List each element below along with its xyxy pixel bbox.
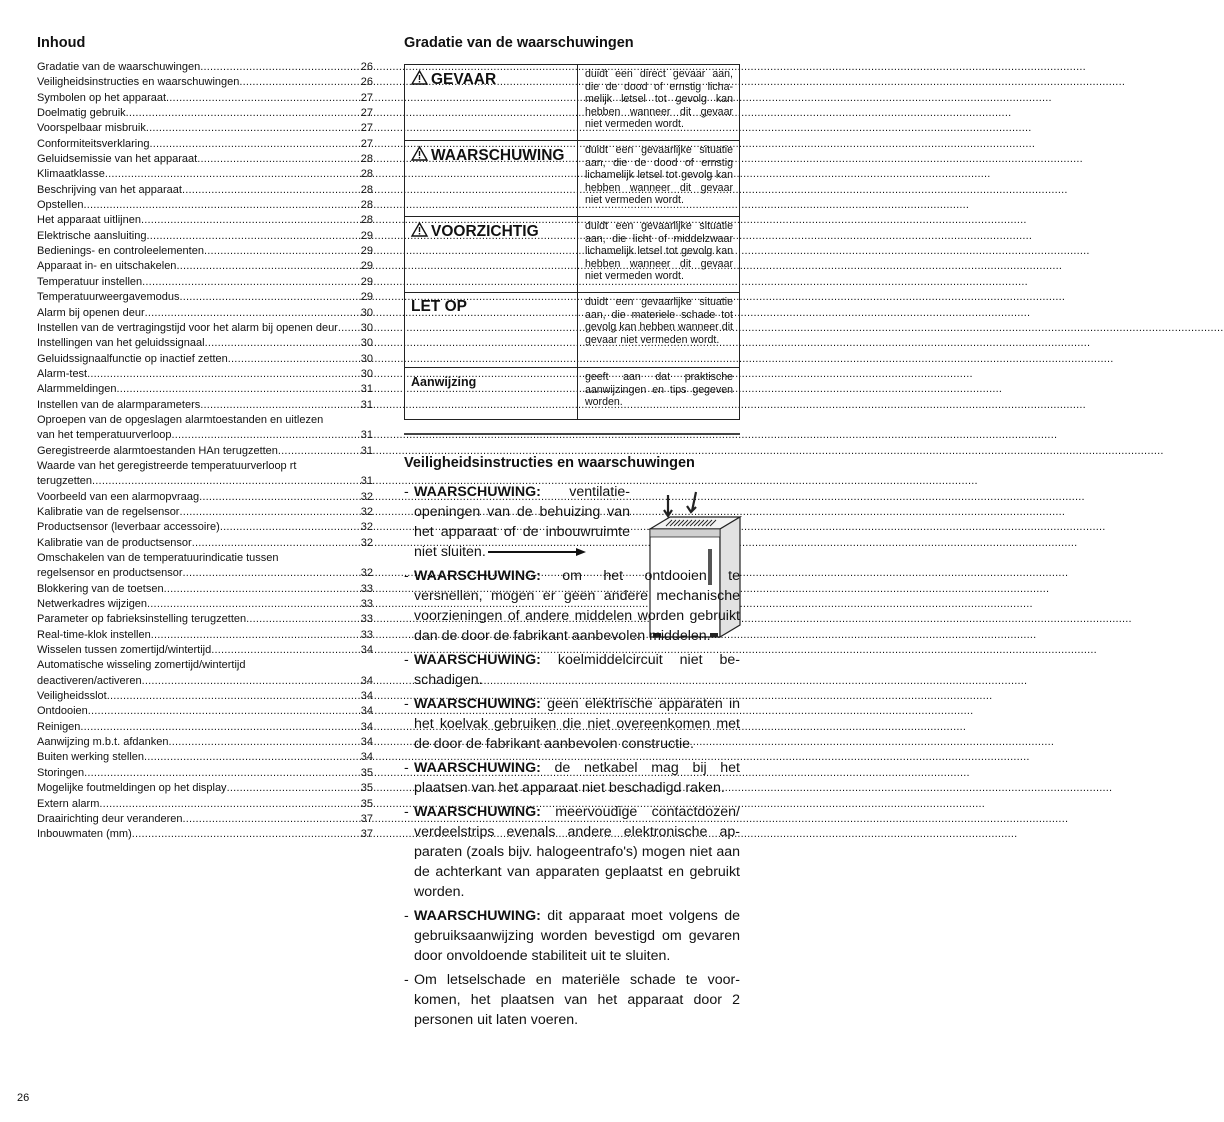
toc-page-number: 33 — [360, 628, 373, 641]
toc-entry-title: Reinigen — [37, 720, 81, 733]
toc-page-number: 37 — [360, 812, 373, 825]
toc-leader-dots — [179, 290, 360, 305]
toc-entry-title: Productsensor (leverbaar accessoire) — [37, 521, 220, 534]
toc-page-number: 29 — [360, 275, 373, 288]
toc-page-number: 33 — [360, 582, 373, 595]
toc-leader-dots — [227, 781, 361, 796]
toc-page-number: 28 — [360, 153, 373, 166]
toc-page-number: 35 — [360, 766, 373, 779]
toc-page-number: 29 — [360, 245, 373, 258]
toc-item — [37, 121, 373, 136]
toc-page-number: 34 — [360, 690, 373, 703]
toc-page-number: 27 — [360, 107, 373, 120]
hazard-level-name: Aanwijzing — [411, 375, 477, 389]
toc-item — [37, 643, 373, 658]
toc-entry-title: Veiligheidsinstructies en waarschuwingen — [37, 76, 240, 89]
toc-item — [37, 398, 373, 413]
toc-item — [37, 766, 373, 781]
toc-leader-dots — [146, 121, 361, 136]
toc-item — [37, 91, 373, 106]
warning-triangle-icon — [411, 70, 428, 85]
toc-item — [37, 720, 373, 735]
toc-page-number: 30 — [360, 337, 373, 350]
toc-item — [37, 60, 373, 75]
toc-leader-dots — [80, 720, 360, 735]
toc-leader-dots — [200, 60, 360, 75]
list-dash: - — [404, 760, 409, 776]
toc-entry-title: Voorspelbaar misbruik — [37, 122, 146, 135]
toc-item — [37, 152, 373, 167]
toc-page-number: 30 — [360, 306, 373, 319]
toc-item — [37, 827, 373, 842]
toc-entry-title: Opstellen — [37, 199, 84, 212]
toc-entry-title: Temperatuur instellen — [37, 275, 143, 288]
toc-leader-dots — [176, 259, 360, 274]
toc-leader-dots — [151, 628, 361, 643]
list-dash: - — [404, 484, 409, 500]
toc-entry-title: Temperatuurweergavemodus — [37, 291, 180, 304]
toc-page-number: 31 — [360, 475, 373, 488]
toc-page-number: 32 — [360, 567, 373, 580]
hazard-row — [405, 217, 740, 293]
toc-page-number: 28 — [360, 168, 373, 181]
toc-title: Inhoud — [37, 35, 86, 51]
toc-entry-title: Mogelijke foutmeldingen op het display — [37, 782, 227, 795]
hazard-level-label — [405, 217, 578, 293]
list-dash: - — [404, 908, 409, 924]
toc-entry-title: Conformiteitsverklaring — [37, 137, 150, 150]
toc-leader-dots — [164, 582, 361, 597]
warning-label: WAARSCHUWING: — [414, 484, 541, 500]
safety-section-title: Veiligheidsinstructies en waarschuwingen — [404, 455, 695, 471]
toc-leader-dots — [107, 689, 361, 704]
toc-page-number: 30 — [360, 367, 373, 380]
toc-page-number: 34 — [360, 705, 373, 718]
toc-entry-title: Alarm-test — [37, 367, 88, 380]
toc-item — [37, 444, 373, 459]
toc-item — [37, 536, 373, 551]
toc-page-number: 31 — [360, 398, 373, 411]
toc-entry-title: Ontdooien — [37, 705, 88, 718]
hazard-level-label — [405, 141, 578, 217]
toc-page-number: 32 — [360, 490, 373, 503]
hazard-row — [405, 293, 740, 368]
toc-leader-dots — [192, 536, 361, 551]
toc-item — [37, 658, 373, 689]
toc-entry-title: Parameter op fabrieksinstelling terugzetten — [37, 613, 247, 626]
list-dash: - — [404, 972, 409, 988]
toc-leader-dots — [183, 566, 361, 581]
toc-entry-title: Beschrijving van het apparaat — [37, 183, 182, 196]
warning-label: WAARSCHUWING: — [414, 696, 541, 712]
toc-item — [37, 198, 373, 213]
toc-entry-title: Buiten werking stellen — [37, 751, 145, 764]
toc-entry-title: Alarmmeldingen — [37, 383, 117, 396]
toc-entry-title: Omschakelen van de temperatuurindicatie tussen — [37, 552, 279, 564]
toc-item — [37, 275, 373, 290]
toc-page-number: 34 — [360, 751, 373, 764]
safety-instruction-item — [404, 694, 740, 754]
hazard-level-name: GEVAAR — [431, 71, 497, 88]
warning-label: WAARSCHUWING: — [414, 760, 541, 776]
toc-page-number: 35 — [360, 782, 373, 795]
toc-leader-dots — [168, 735, 360, 750]
toc-list — [37, 60, 373, 843]
toc-page-number: 26 — [360, 76, 373, 89]
toc-entry-title: Blokkering van de toetsen — [37, 582, 164, 595]
hazard-level-description: duidt een gevaarlijke situatie aan, die licht of middelzwaar lichamelijk letsel tot gevolg kan hebben wanneer dit gevaar niet vermeden wordt. — [578, 217, 740, 293]
toc-leader-dots — [142, 275, 361, 290]
hazard-row — [405, 141, 740, 217]
toc-item — [37, 459, 373, 490]
toc-page-number: 34 — [360, 674, 373, 687]
hazard-level-name: LET OP — [411, 298, 467, 315]
toc-leader-dots — [87, 367, 361, 382]
hazard-levels-table — [404, 64, 740, 420]
toc-leader-dots — [83, 198, 360, 213]
toc-item — [37, 229, 373, 244]
safety-instruction-text: meervoudige contactdozen/ verdeelstrips evenals andere elektronische apparaten (zoals bijv. halogeentrafo's) mogen niet aan de achterkant van apparaten geplaatst en gebruikt worden. — [414, 804, 740, 900]
toc-entry-title-continued: van het temperatuurverloop — [37, 429, 172, 442]
toc-leader-dots — [197, 152, 361, 167]
warning-label: WAARSCHUWING: — [414, 908, 541, 924]
toc-entry-title: Geregistreerde alarmtoestanden HAn terugzetten — [37, 444, 278, 457]
toc-leader-dots — [141, 213, 361, 228]
toc-page-number: 31 — [360, 444, 373, 457]
toc-page-number: 26 — [360, 61, 373, 73]
toc-entry-title-continued: regelsensor en productsensor — [37, 567, 183, 580]
toc-entry-title: Instellen van de vertragingstijd voor het alarm bij openen deur — [37, 321, 338, 334]
safety-instruction-item — [404, 650, 740, 690]
toc-entry-title: Extern alarm — [37, 797, 100, 810]
toc-page-number: 33 — [360, 598, 373, 611]
toc-item — [37, 259, 373, 274]
warning-label: WAARSCHUWING: — [414, 652, 541, 668]
toc-page-number: 28 — [360, 183, 373, 196]
toc-page-number: 29 — [360, 291, 373, 304]
toc-entry-title: Klimaatklasse — [37, 168, 105, 181]
safety-instruction-text: om het ontdooien te versnellen, mogen er geen andere mechanische voorzieningen of andere middelen worden gebruikt dan de door de fabrikant aanbevolen middelen. — [414, 568, 740, 644]
safety-instruction-text: de netkabel mag bij het plaatsen van het apparaat niet beschadigd raken. — [414, 760, 740, 796]
toc-page-number: 34 — [360, 736, 373, 749]
toc-leader-dots — [142, 674, 361, 689]
hazard-level-label — [405, 368, 578, 420]
toc-leader-dots — [199, 490, 361, 505]
toc-entry-title: Instellen van de alarmparameters — [37, 398, 201, 411]
hazard-level-description: duidt een direct gevaar aan, die de dood of ernstig lichamelijk letsel tot gevolg kan hebben wanneer dit gevaar niet vermeden wordt. — [578, 65, 740, 141]
toc-entry-title: Real-time-klok instellen — [37, 628, 151, 641]
table-of-contents — [37, 35, 373, 843]
toc-entry-title: Inbouwmaten (mm) — [37, 828, 132, 841]
toc-leader-dots — [116, 382, 360, 397]
toc-entry-title: Oproepen van de opgeslagen alarmtoestanden en uitlezen — [37, 413, 324, 426]
safety-instruction-item — [404, 758, 740, 798]
section-divider — [404, 433, 740, 435]
toc-entry-title: Elektrische aansluiting — [37, 229, 147, 242]
toc-item — [37, 628, 373, 643]
warning-label: WAARSCHUWING: — [414, 804, 541, 820]
toc-page-number: 33 — [360, 613, 373, 626]
toc-page-number: 28 — [360, 199, 373, 212]
toc-item — [37, 735, 373, 750]
toc-page-number: 35 — [360, 797, 373, 810]
toc-entry-title: Automatische wisseling zomertijd/wintertijd — [37, 659, 246, 672]
safety-instruction-item — [404, 566, 740, 646]
toc-item — [37, 75, 373, 90]
toc-page-number: 27 — [360, 122, 373, 135]
safety-instruction-item — [404, 970, 740, 1030]
safety-instruction-text: koelmiddelcircuit niet beschadigen. — [414, 652, 740, 688]
toc-entry-title: Geluidsemissie van het apparaat — [37, 153, 198, 166]
list-dash: - — [404, 696, 409, 712]
toc-leader-dots — [278, 444, 361, 459]
hazard-section-title: Gradatie van de waarschuwingen — [404, 35, 634, 51]
safety-instruction-text: dit apparaat moet volgens de gebruiksaanwijzing worden bevestigd om gevaren door onvoldoende stabiliteit uit te sluiten. — [414, 908, 741, 964]
toc-leader-dots — [88, 704, 361, 719]
toc-leader-dots — [246, 612, 361, 627]
toc-leader-dots — [145, 306, 361, 321]
toc-entry-title: Apparaat in- en uitschakelen — [37, 260, 177, 273]
warning-label: WAARSCHUWING: — [414, 568, 541, 584]
toc-leader-dots — [205, 336, 361, 351]
toc-entry-title: Alarm bij openen deur — [37, 306, 145, 319]
toc-entry-title: Doelmatig gebruik — [37, 107, 126, 120]
toc-leader-dots — [99, 797, 360, 812]
toc-page-number: 27 — [360, 91, 373, 104]
toc-page-number: 32 — [360, 505, 373, 518]
toc-page-number: 32 — [360, 521, 373, 534]
right-column — [404, 35, 740, 1034]
toc-item — [37, 167, 373, 182]
toc-leader-dots — [105, 167, 361, 182]
hazard-level-label — [405, 293, 578, 368]
toc-item — [37, 781, 373, 796]
toc-item — [37, 244, 373, 259]
toc-leader-dots — [338, 321, 361, 336]
toc-leader-dots — [146, 229, 360, 244]
toc-leader-dots — [172, 428, 361, 443]
toc-leader-dots — [183, 812, 361, 827]
toc-leader-dots — [228, 352, 361, 367]
hazard-level-name: VOORZICHTIG — [431, 223, 539, 240]
toc-item — [37, 797, 373, 812]
toc-leader-dots — [200, 398, 361, 413]
toc-item — [37, 750, 373, 765]
list-dash: - — [404, 652, 409, 668]
toc-item — [37, 290, 373, 305]
toc-page-number: 30 — [360, 352, 373, 365]
toc-page-number: 27 — [360, 137, 373, 150]
page-number: 26 — [17, 1092, 30, 1104]
arrow-right-icon — [488, 548, 586, 556]
toc-item — [37, 382, 373, 397]
safety-instruction-item — [404, 482, 740, 562]
toc-page-number: 31 — [360, 429, 373, 442]
toc-entry-title: Bedienings- en controleelementen — [37, 245, 204, 258]
toc-entry-title: Waarde van het geregistreerde temperatuurverloop rt — [37, 459, 297, 472]
toc-item — [37, 336, 373, 351]
list-dash: - — [404, 804, 409, 820]
toc-leader-dots — [166, 91, 361, 106]
toc-item — [37, 597, 373, 612]
toc-entry-title-continued: deactiveren/activeren — [37, 674, 142, 687]
toc-leader-dots — [147, 597, 361, 612]
toc-entry-title: Wisselen tussen zomertijd/wintertijd — [37, 644, 212, 657]
toc-leader-dots — [149, 137, 360, 152]
toc-leader-dots — [179, 505, 360, 520]
toc-leader-dots — [204, 244, 361, 259]
toc-entry-title: Aanwijzing m.b.t. afdanken — [37, 736, 169, 749]
toc-page-number: 29 — [360, 260, 373, 273]
hazard-level-label — [405, 65, 578, 141]
toc-leader-dots — [132, 827, 361, 842]
toc-item — [37, 183, 373, 198]
list-dash: - — [404, 568, 409, 584]
toc-leader-dots — [182, 183, 361, 198]
toc-entry-title: Kalibratie van de productsensor — [37, 536, 192, 549]
hazard-level-description: duidt een gevaarlijke situatie aan, die materiele schade tot gevolg kan hebben wanneer dit gevaar niet vermeden wordt. — [578, 293, 740, 368]
toc-page-number: 32 — [360, 536, 373, 549]
toc-item — [37, 689, 373, 704]
toc-item — [37, 704, 373, 719]
toc-item — [37, 551, 373, 582]
hazard-level-description: geeft aan dat praktische aanwijzingen en tips gegeven worden. — [578, 368, 740, 420]
toc-entry-title: Netwerkadres wijzigen — [37, 598, 148, 611]
toc-leader-dots — [211, 643, 361, 658]
toc-entry-title: Gradatie van de waarschuwingen — [37, 61, 201, 73]
toc-item — [37, 490, 373, 505]
safety-instruction-item — [404, 802, 740, 902]
toc-item — [37, 413, 373, 444]
hazard-level-name: WAARSCHUWING — [431, 147, 565, 164]
toc-leader-dots — [126, 106, 361, 121]
toc-item — [37, 367, 373, 382]
toc-item — [37, 306, 373, 321]
toc-entry-title: Storingen — [37, 766, 85, 779]
toc-entry-title: Geluidssignaalfunctie op inactief zetten — [37, 352, 228, 365]
toc-entry-title: Voorbeeld van een alarmopvraag — [37, 490, 200, 503]
toc-item — [37, 520, 373, 535]
toc-item — [37, 582, 373, 597]
hazard-row — [405, 65, 740, 141]
toc-page-number: 34 — [360, 720, 373, 733]
toc-entry-title: Draairichting deur veranderen — [37, 812, 183, 825]
toc-page-number: 34 — [360, 644, 373, 657]
safety-instruction-text: ventilatieopeningen van de behuizing van het apparaat of de inbouwruimte niet sluiten. — [414, 484, 630, 560]
toc-item — [37, 106, 373, 121]
toc-leader-dots — [92, 474, 361, 489]
toc-item — [37, 137, 373, 152]
toc-item — [37, 812, 373, 827]
hazard-row — [405, 368, 740, 420]
toc-page-number: 28 — [360, 214, 373, 227]
toc-item — [37, 213, 373, 228]
toc-page-number: 30 — [360, 321, 373, 334]
toc-item — [37, 321, 373, 336]
toc-entry-title: Veiligheidsslot — [37, 690, 107, 703]
toc-item — [37, 352, 373, 367]
hazard-level-description: duidt een gevaarlijke situatie aan, die de dood of ernstig lichamelijk letsel tot gevolg kan hebben wanneer dit gevaar niet vermeden wordt. — [578, 141, 740, 217]
toc-entry-title: Het apparaat uitlijnen — [37, 214, 141, 227]
toc-leader-dots — [84, 766, 361, 781]
toc-page-number: 29 — [360, 229, 373, 242]
safety-instruction-text: geen elektrische apparaten in het koelvak gebruiken die niet overeenkomen met de door de fabrikant aanbevolen constructie. — [414, 696, 740, 752]
toc-item — [37, 505, 373, 520]
safety-instruction-text: Om letselschade en materiële schade te voorkomen, het plaatsen van het apparaat door 2 personen uit laten voeren. — [414, 972, 740, 1028]
toc-page-number: 31 — [360, 383, 373, 396]
toc-leader-dots — [220, 520, 361, 535]
toc-entry-title: Kalibratie van de regelsensor — [37, 505, 180, 518]
toc-page-number: 37 — [360, 828, 373, 841]
toc-entry-title: Instellingen van het geluidssignaal — [37, 337, 205, 350]
toc-entry-title: Symbolen op het apparaat — [37, 91, 167, 104]
warning-triangle-icon — [411, 222, 428, 237]
toc-entry-title-continued: terugzetten — [37, 475, 93, 488]
toc-item — [37, 612, 373, 627]
toc-leader-dots — [239, 75, 360, 90]
safety-instruction-item — [404, 906, 740, 966]
warning-triangle-icon — [411, 146, 428, 161]
toc-leader-dots — [144, 750, 361, 765]
